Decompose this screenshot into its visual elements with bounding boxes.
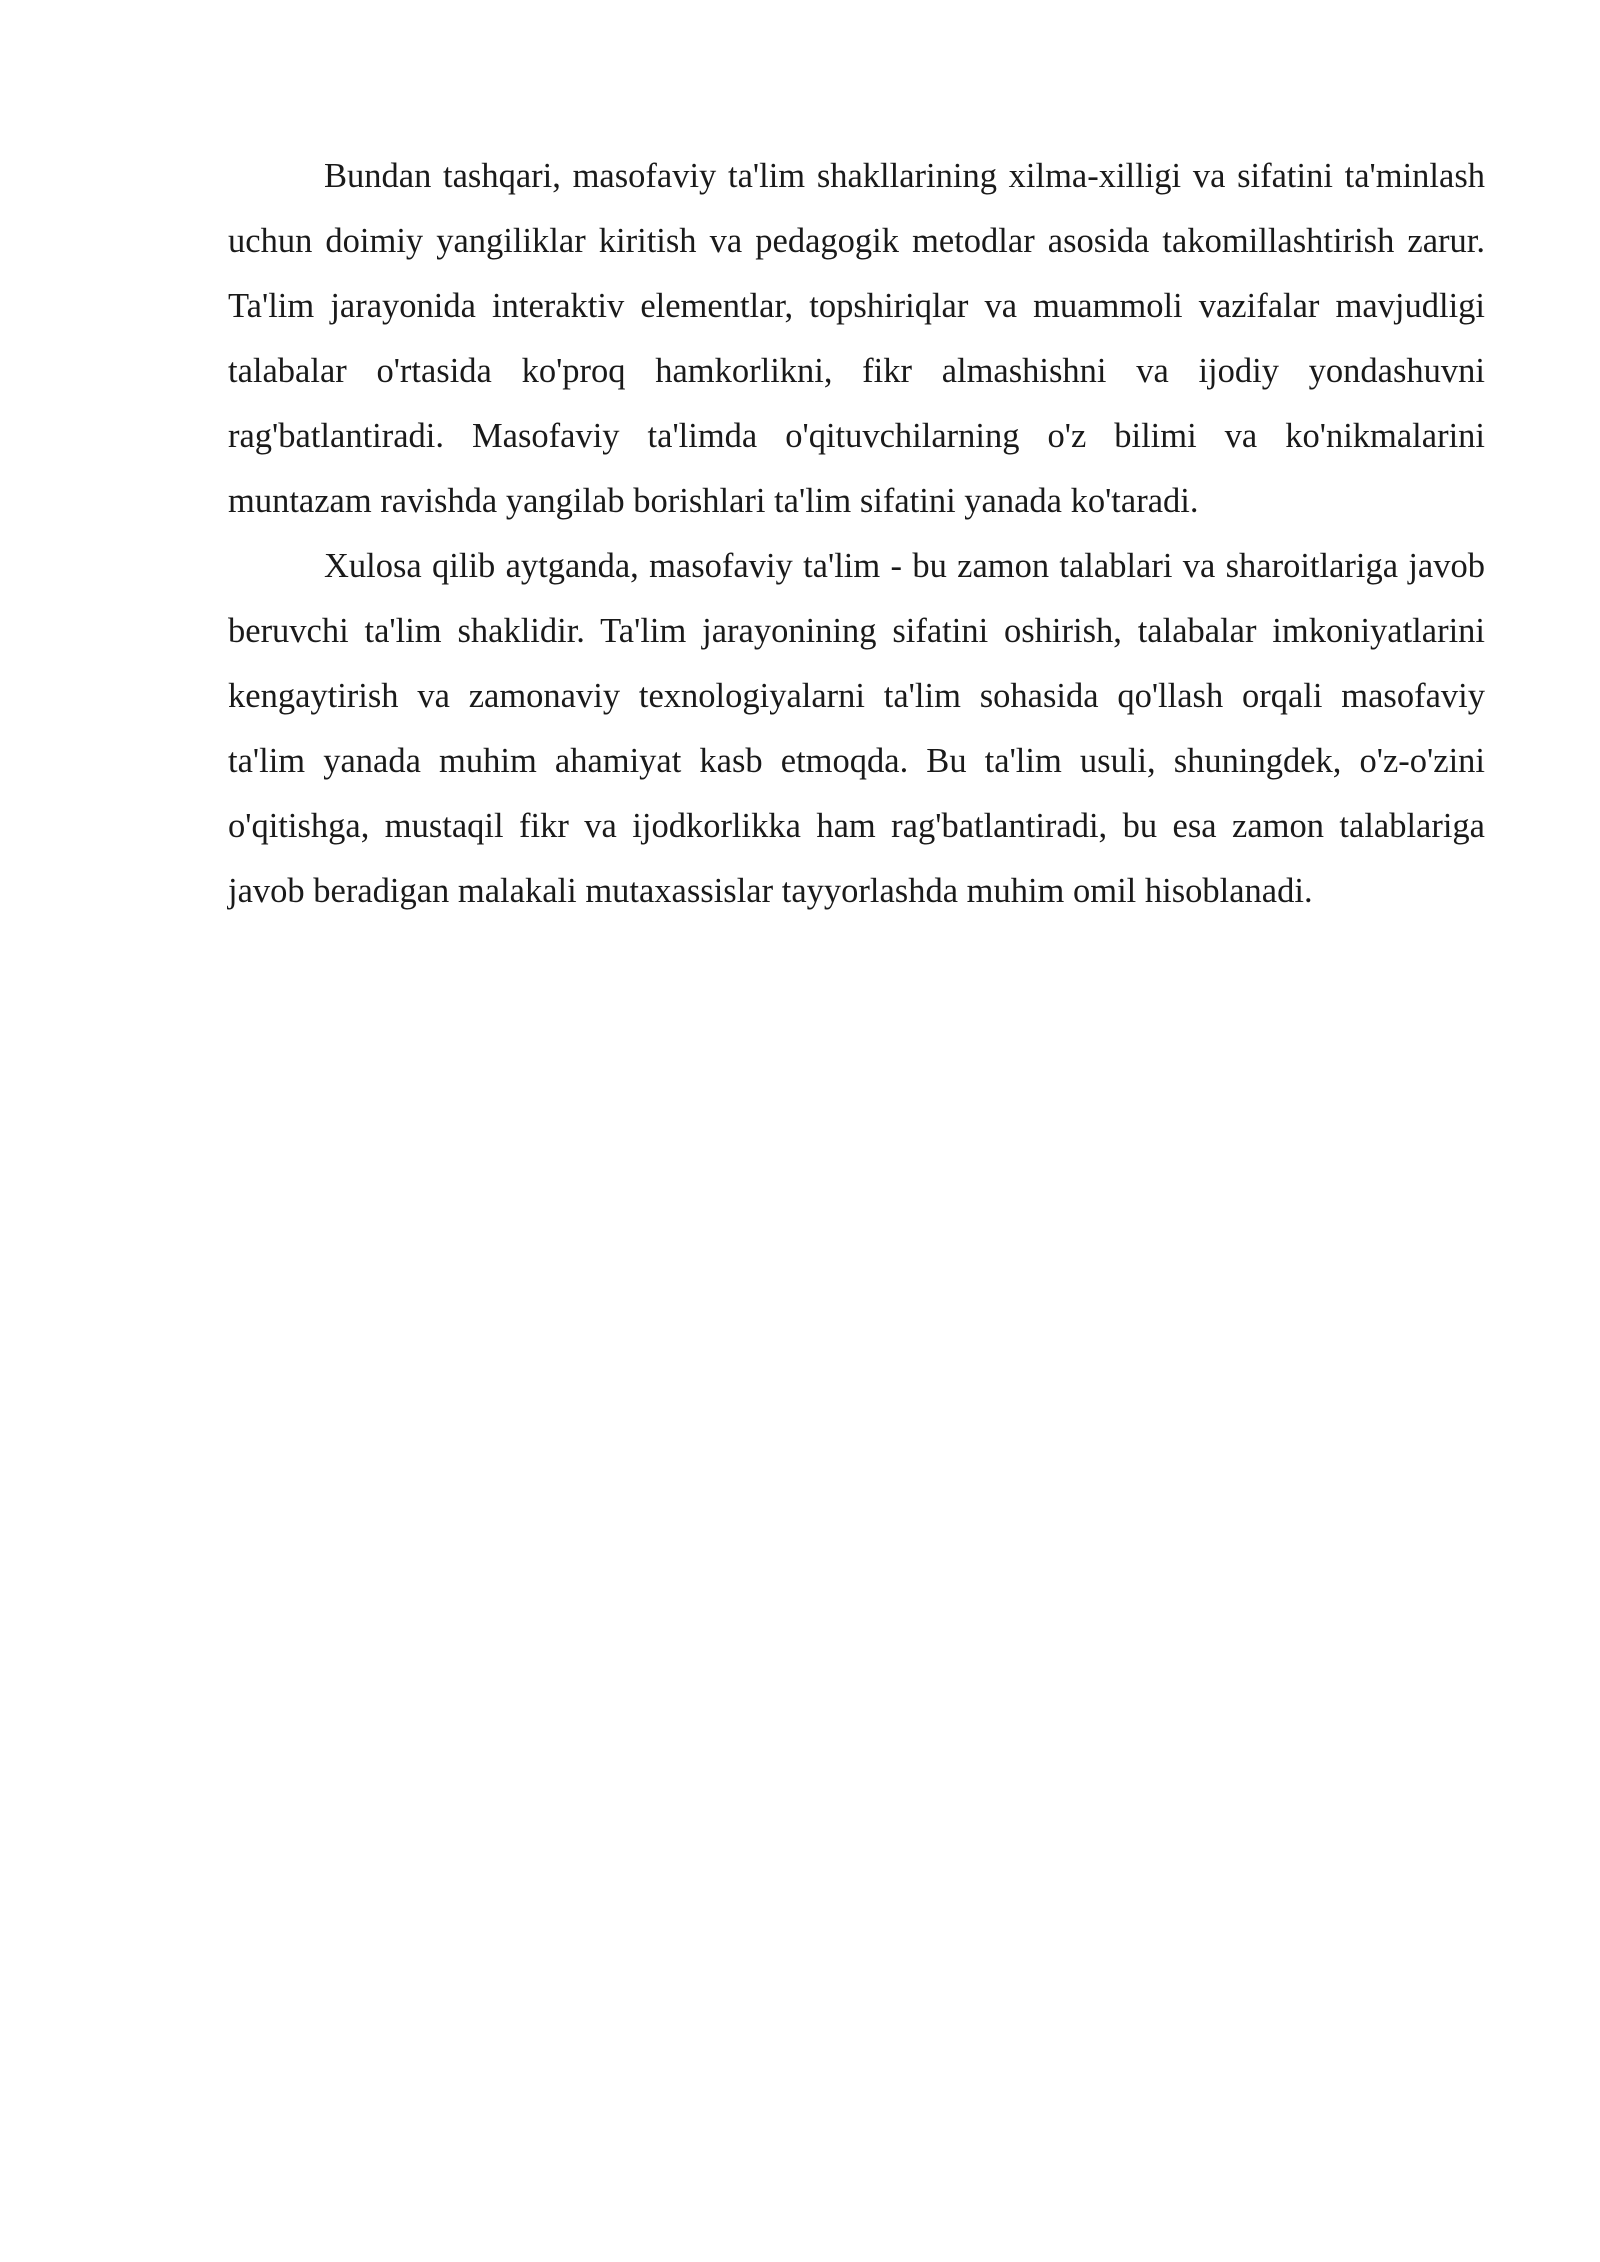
document-body [228, 144, 1485, 924]
paragraph-conclusion: Xulosa qilib aytganda, masofaviy ta'lim - bu zamon talablari va sharoitlariga javob beruvchi ta'lim shaklidir. Ta'lim jarayonining sifatini oshirish, talabalar imkoniyatlarini kengaytirish va zamonaviy texnologiyalarni ta'lim sohasida qo'llash orqali masofaviy ta'lim yanada muhim ahamiyat kasb etmoqda. Bu ta'lim usuli, shuningdek, o'z-o'zini o'qitishga, mustaqil fikr va ijodkorlikka ham rag'batlantiradi, bu esa zamon talablariga javob beradigan malakali mutaxassislar tayyorlashda muhim omil hisoblanadi. [228, 547, 1485, 910]
paragraph-improvement: Bundan tashqari, masofaviy ta'lim shakllarining xilma-xilligi va sifatini ta'minlash uchun doimiy yangiliklar kiritish va pedagogik metodlar asosida takomillashtirish zarur. Ta'lim jarayonida interaktiv elementlar, topshiriqlar va muammoli vazifalar mavjudligi talabalar o'rtasida ko'proq hamkorlikni, fikr almashishni va ijodiy yondashuvni rag'batlantiradi. Masofaviy ta'limda o'qituvchilarning o'z bilimi va ko'nikmalarini muntazam ravishda yangilab borishlari ta'lim sifatini yanada ko'taradi. [228, 157, 1485, 520]
